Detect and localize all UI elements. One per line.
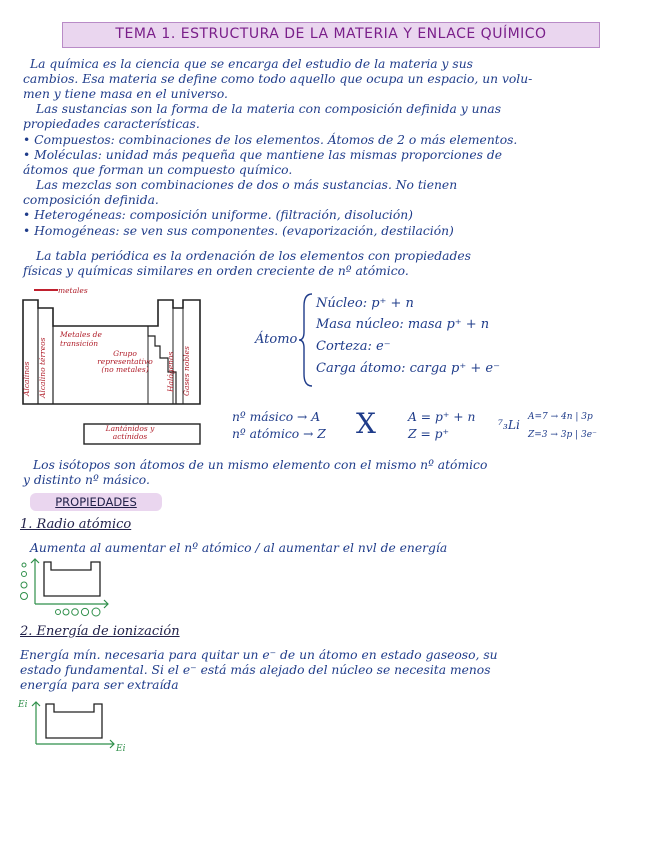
text-line: físicas y químicas similares en orden creciente de nº atómico. [23,264,409,278]
text-line: • Compuestos: combinaciones de los elementos. Átomos de 2 o más elementos. [23,133,518,147]
label-grupo-representativo: Grupo representativo (no metales) [97,349,153,374]
lithium-a: A=7 → 4n | 3p [528,412,593,422]
ei-axis-label-y: Ei [18,700,28,710]
text-line: • Moléculas: unidad más pequeña que mantiene las mismas proporciones de [23,148,502,162]
label-halogenos: Halógenos [166,351,175,392]
atomico-text: nº atómico → Z [232,427,326,441]
label-metales-transicion: Metales de transición [60,330,102,348]
title-box [62,22,600,48]
atom-item: Núcleo: p⁺ + n [316,296,414,311]
lithium-symbol: ⁷₃Li [498,418,520,432]
atom-item: Masa núcleo: masa p⁺ + n [316,317,490,332]
atom-label: Átomo [255,332,298,347]
atom-item: Corteza: e⁻ [316,339,391,354]
text-line: propiedades características. [23,117,200,131]
label-gases-nobles: Gases nobles [182,346,191,396]
brace-icon [298,292,316,388]
text-line: men y tiene masa en el universo. [23,87,228,101]
text-line: Las mezclas son combinaciones de dos o más sustancias. No tienen [36,178,458,192]
label-lantanidos: Lantánidos y actínidos [105,424,155,441]
element-symbol-x: X [356,407,376,440]
text-line: • Homogéneas: se ven sus componentes. (evaporización, destilación) [23,224,454,238]
text-line: estado fundamental. Si el e⁻ está más alejado del núcleo se necesita menos [20,663,491,677]
propiedades-heading: PROPIEDADES [55,495,137,509]
label-metales: metales [58,286,88,295]
text-line: composición definida. [23,193,159,207]
a-equation: A = p⁺ + n [408,410,476,424]
text-line: • Heterogéneas: composición uniforme. (filtración, disolución) [23,208,413,222]
text-line: Energía mín. necesaria para quitar un e⁻ de un átomo en estado gaseoso, su [20,648,498,662]
text-line: átomos que forman un compuesto químico. [23,163,293,177]
z-equation: Z = p⁺ [408,427,450,441]
lithium-z: Z=3 → 3p | 3e⁻ [528,430,597,440]
energia-heading: 2. Energía de ionización [20,624,180,639]
text-line: energía para ser extraída [20,678,179,692]
radio-diagram [18,556,114,618]
propiedades-heading-box [30,493,162,511]
masico-text: nº másico → A [232,410,321,424]
label-alcalinos: Alcalinos [22,361,31,396]
page-title: TEMA 1. ESTRUCTURA DE LA MATERIA Y ENLACE QUÍMICO [115,26,547,42]
text-line: cambios. Esa materia se define como todo aquello que ocupa un espacio, un volu- [23,72,533,86]
text-line: Las sustancias son la forma de la materia con composición definida y unas [36,102,502,116]
ei-axis-label-x: Ei [116,744,126,754]
label-alcalino-terreos: Alcalino térreos [38,337,47,398]
radio-text: Aumenta al aumentar el nº atómico / al aumentar el nvl de energía [30,541,448,555]
text-line: y distinto nº másico. [23,473,150,487]
atom-item: Carga átomo: carga p⁺ + e⁻ [316,361,500,376]
text-line: Los isótopos son átomos de un mismo elemento con el mismo nº atómico [33,458,488,472]
text-line: La tabla periódica es la ordenación de los elementos con propiedades [36,249,471,263]
text-line: La química es la ciencia que se encarga del estudio de la materia y sus [30,57,473,71]
radio-heading: 1. Radio atómico [20,517,132,532]
